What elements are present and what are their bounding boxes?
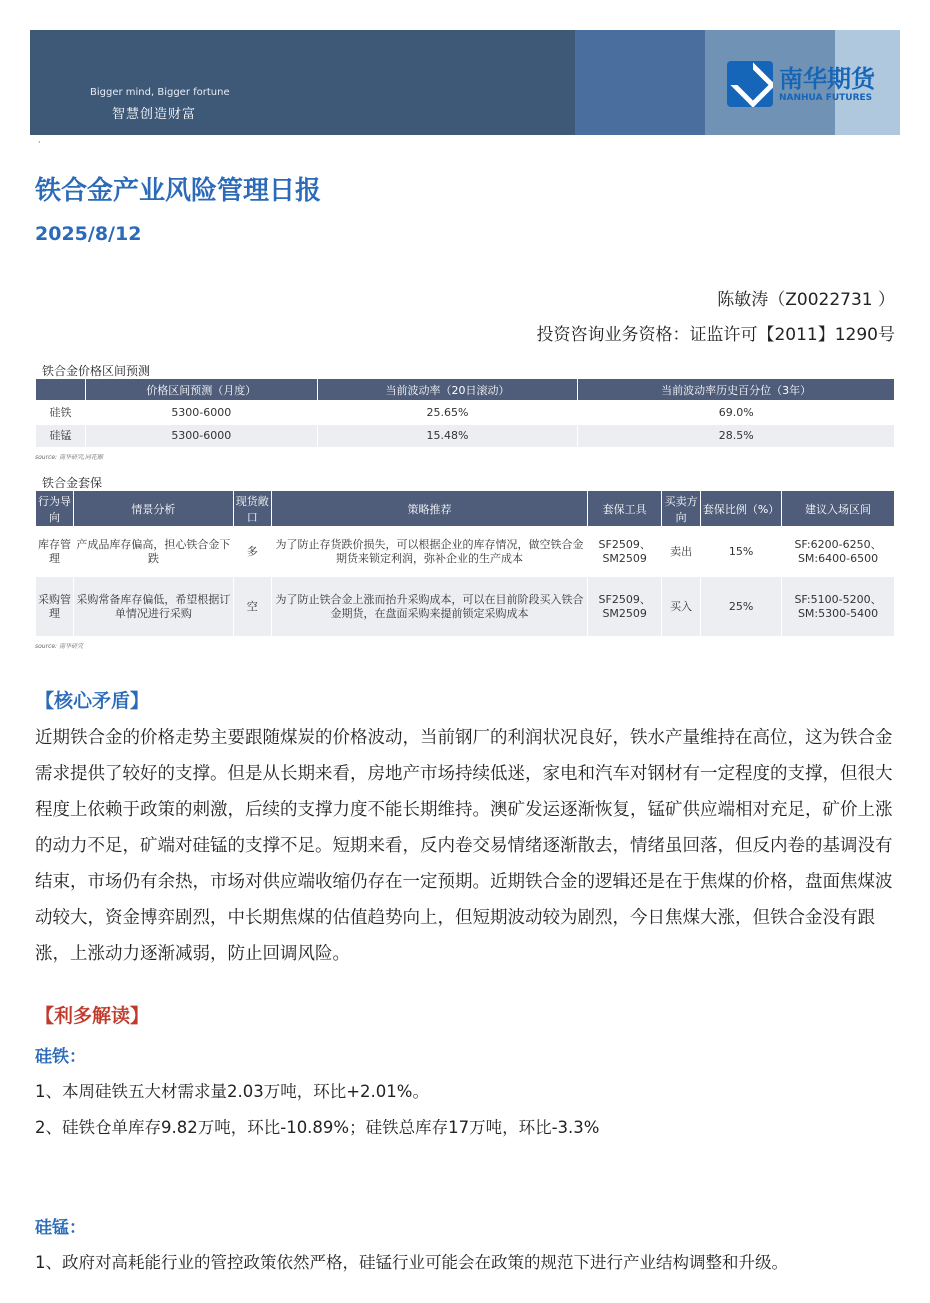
- sm-label: 硅锰：: [35, 1218, 86, 1238]
- th: 当前波动率历史百分位（3年）: [578, 379, 895, 401]
- sf-label: 硅铁：: [35, 1047, 86, 1067]
- cell: 多: [233, 527, 271, 577]
- th: 现货敞口: [233, 491, 271, 527]
- th: 套保工具: [588, 491, 662, 527]
- th: 套保比例（%）: [701, 491, 782, 527]
- th: 策略推荐: [271, 491, 588, 527]
- price-table: [35, 378, 895, 448]
- logo-cn: 南华期货: [779, 65, 875, 93]
- sm-item: 1、政府对高耗能行业的管控政策依然严格，硅锰行业可能会在政策的规范下进行产业结构调整和升级。: [35, 1253, 788, 1272]
- cell: 28.5%: [578, 425, 895, 448]
- cell: SF:5100-5200、SM:5300-5400: [782, 577, 895, 637]
- cell: 空: [233, 577, 271, 637]
- cell: 硅锰: [36, 425, 86, 448]
- cell: 为了防止存货跌价损失，可以根据企业的库存情况，做空铁合金期货来锁定利润，弥补企业的生产成本: [271, 527, 588, 577]
- cell: 25.65%: [317, 401, 578, 425]
- cell: 库存管理: [36, 527, 74, 577]
- cell: SF2509、SM2509: [588, 527, 662, 577]
- price-table-source: source: 南华研究,同花顺: [35, 454, 103, 461]
- cell: 为了防止铁合金上涨而抬升采购成本，可以在目前阶段买入铁合金期货，在盘面采购来提前锁定采购成本: [271, 577, 588, 637]
- slogan-en: Bigger mind, Bigger fortune: [90, 87, 230, 98]
- slogan-cn: 智慧创造财富: [112, 107, 197, 122]
- cell: 硅铁: [36, 401, 86, 425]
- cell: 产成品库存偏高，担心铁合金下跌: [73, 527, 233, 577]
- th: 买卖方向: [662, 491, 701, 527]
- th: 行为导向: [36, 491, 74, 527]
- banner-stripe: [575, 30, 705, 135]
- dot: ·: [38, 138, 41, 147]
- th: 情景分析: [73, 491, 233, 527]
- sf-item: 1、本周硅铁五大材需求量2.03万吨，环比+2.01%。: [35, 1082, 429, 1101]
- bullish-heading: 【利多解读】: [35, 1005, 150, 1027]
- table-row: [36, 425, 895, 448]
- sf-item: 2、硅铁仓单库存9.82万吨，环比-10.89%；硅铁总库存17万吨，环比-3.3%: [35, 1118, 600, 1137]
- author: 陈敏涛（Z0022731 ）: [717, 290, 895, 310]
- hedge-table-source: source: 南华研究: [35, 643, 83, 650]
- cell: 采购管理: [36, 577, 74, 637]
- cell: 5300-6000: [85, 425, 317, 448]
- price-table-caption: 铁合金价格区间预测: [42, 364, 151, 378]
- th: 当前波动率（20日滚动）: [317, 379, 578, 401]
- cell: 69.0%: [578, 401, 895, 425]
- license: 投资咨询业务资格：证监许可【2011】1290号: [536, 325, 895, 345]
- cell: 买入: [662, 577, 701, 637]
- cell: 采购常备库存偏低，希望根据订单情况进行采购: [73, 577, 233, 637]
- table-row: [36, 401, 895, 425]
- th: [36, 379, 86, 401]
- cell: SF2509、SM2509: [588, 577, 662, 637]
- cell: 卖出: [662, 527, 701, 577]
- table-row: [36, 577, 895, 637]
- logo-mark-icon: [727, 61, 773, 107]
- hedge-table-caption: 铁合金套保: [42, 476, 103, 490]
- banner-main: [30, 30, 575, 135]
- cell: 5300-6000: [85, 401, 317, 425]
- report-date: 2025/8/12: [35, 223, 142, 245]
- core-text: 近期铁合金的价格走势主要跟随煤炭的价格波动，当前钢厂的利润状况良好，铁水产量维持在高位，这为铁合金需求提供了较好的支撑。但是从长期来看，房地产市场持续低迷，家电和汽车对钢材有一定程度的支撑，但很大程度上依赖于政策的刺激，后续的支撑力度不能长期维持。澳矿发运逐渐恢复，锰矿供应端相对充足，矿价上涨的动力不足，矿端对硅锰的支撑不足。短期来看，反内卷交易情绪逐渐散去，情绪虽回落，但反内卷的基调没有结束，市场仍有余热，市场对供应端收缩仍存在一定预期。近期铁合金的逻辑还是在于焦煤的价格，盘面焦煤波动较大，资金博弈剧烈，中长期焦煤的估值趋势向上，但短期波动较为剧烈，今日焦煤大涨，但铁合金没有跟涨，上涨动力逐渐减弱，防止回调风险。: [35, 728, 893, 964]
- hedge-table: [35, 490, 895, 637]
- cell: 15%: [701, 527, 782, 577]
- company-logo: [727, 61, 875, 107]
- core-heading: 【核心矛盾】: [35, 690, 150, 712]
- cell: 25%: [701, 577, 782, 637]
- report-title: 铁合金产业风险管理日报: [35, 176, 322, 206]
- cell: SF:6200-6250、SM:6400-6500: [782, 527, 895, 577]
- table-row: [36, 527, 895, 577]
- cell: 15.48%: [317, 425, 578, 448]
- th: 建议入场区间: [782, 491, 895, 527]
- th: 价格区间预测（月度）: [85, 379, 317, 401]
- logo-en: NANHUA FUTURES: [779, 93, 873, 103]
